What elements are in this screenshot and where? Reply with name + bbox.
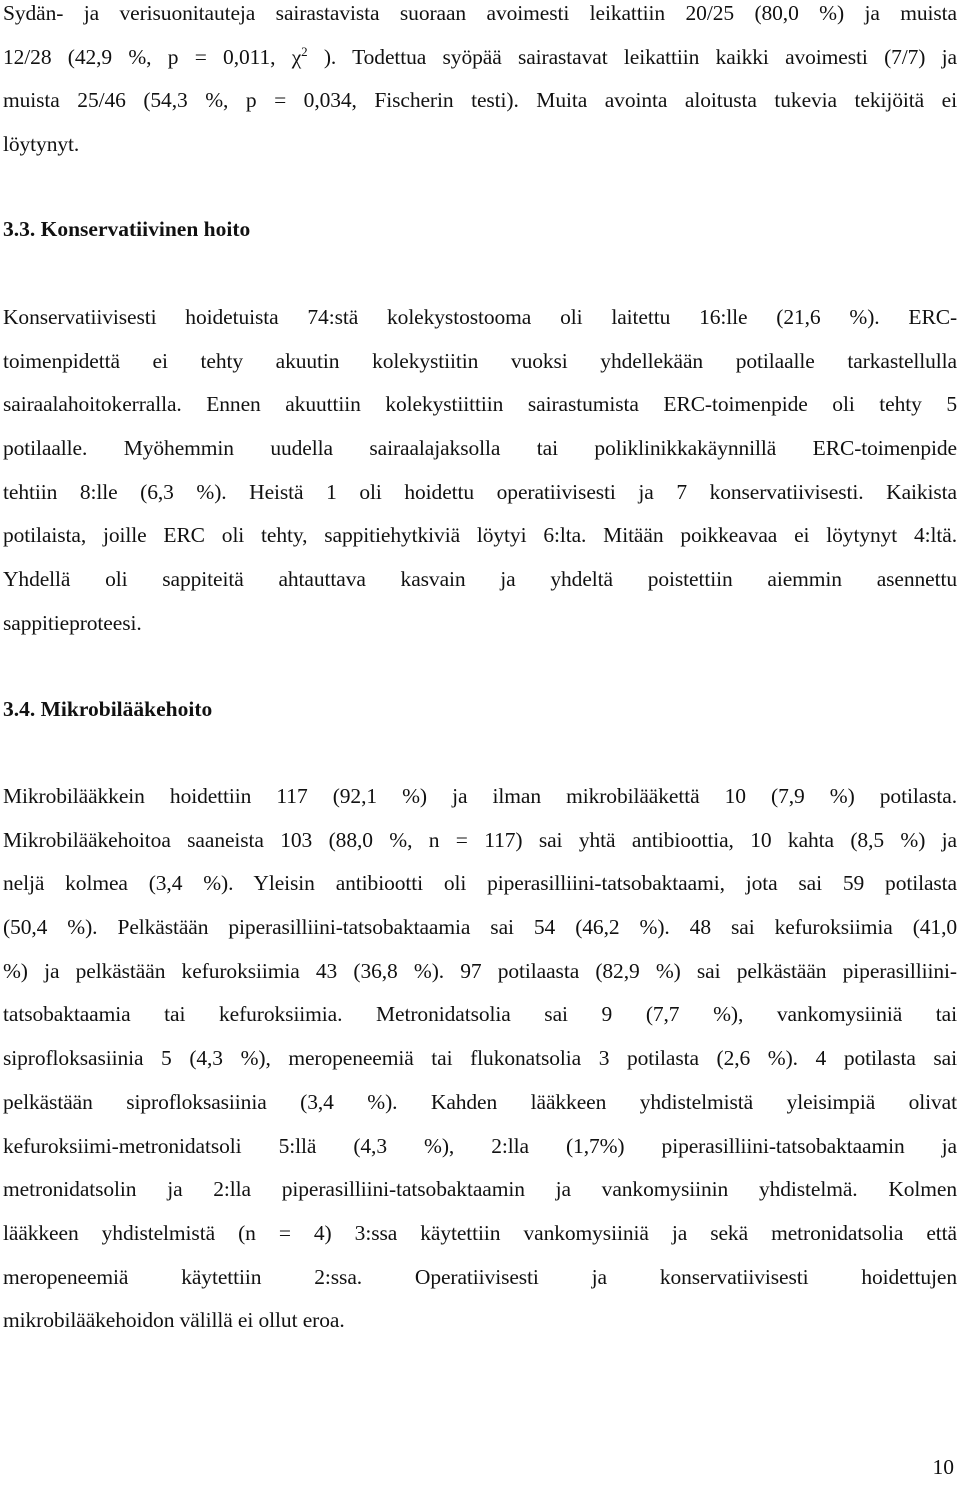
paragraph-line: toimenpidettä ei tehty akuutin kolekystiitin vuoksi yhdellekään potilaalle tarkastellulla (3, 348, 957, 373)
paragraph-line: muista 25/46 (54,3 %, p = 0,034, Fischerin testi). Muita avointa aloitusta tukevia tekijöitä ei (3, 88, 957, 113)
paragraph-line: Konservatiivisesti hoidetuista 74:stä kolekystostooma oli laitettu 16:lle (21,6 %). ERC- (3, 305, 957, 329)
paragraph-line: löytynyt. (3, 132, 80, 157)
paragraph-line: potilaista, joille ERC oli tehty, sappitiehytkiviä löytyi 6:lta. Mitään poikkeavaa ei löytynyt 4:ltä. (3, 523, 957, 548)
paragraph-line: potilaalle. Myöhemmin uudella sairaalajaksolla tai poliklinikkakäynnillä ERC-toimenpide (3, 436, 957, 461)
paragraph-line: siprofloksasiinia 5 (4,3 %), meropeneemiä tai flukonatsolia 3 potilasta (2,6 %). 4 potilasta sai (3, 1046, 957, 1071)
paragraph-3-3 (3, 296, 957, 646)
paragraph-line: Mikrobilääkehoitoa saaneista 103 (88,0 %, n = 117) sai yhtä antibioottia, 10 kahta (8,5 %) ja (3, 827, 957, 852)
page-number: 10 (932, 1455, 954, 1479)
paragraph-line: Mikrobilääkkein hoidettiin 117 (92,1 %) ja ilman mikrobilääkettä 10 (7,9 %) potilasta. (3, 784, 957, 808)
paragraph-top (3, 0, 957, 167)
paragraph-line: Sydän- ja verisuonitauteja sairastavista suoraan avoimesti leikattiin 20/25 (80,0 %) ja muista (3, 1, 957, 25)
paragraph-line: pelkästään siprofloksasiinia (3,4 %). Kahden lääkkeen yhdistelmistä yleisimpiä olivat (3, 1089, 957, 1114)
paragraph-line: tatsobaktaamia tai kefuroksiimia. Metronidatsolia sai 9 (7,7 %), vankomysiiniä tai (3, 1002, 957, 1027)
paragraph-line: metronidatsolin ja 2:lla piperasilliini-tatsobaktaamin ja vankomysiinin yhdistelmä. Kolmen (3, 1177, 957, 1202)
section-heading-3-4: 3.4. Mikrobilääkehoito (3, 697, 213, 721)
paragraph-line: meropeneemiä käytettiin 2:ssa. Operatiivisesti ja konservatiivisesti hoidettujen (3, 1264, 957, 1289)
paragraph-line: sappitieproteesi. (3, 610, 142, 635)
paragraph-line: (50,4 %). Pelkästään piperasilliini-tatsobaktaamia sai 54 (46,2 %). 48 sai kefuroksiimia (41,0 (3, 915, 957, 940)
paragraph-line: neljä kolmea (3,4 %). Yleisin antibiootti oli piperasilliini-tatsobaktaami, jota sai 59 potilasta (3, 871, 957, 896)
paragraph-line: tehtiin 8:lle (6,3 %). Heistä 1 oli hoidettu operatiivisesti ja 7 konservatiivisesti. Kaikista (3, 479, 957, 504)
paragraph-line: mikrobilääkehoidon välillä ei ollut eroa. (3, 1308, 345, 1333)
paragraph-line: Yhdellä oli sappiteitä ahtauttava kasvain ja yhdeltä poistettiin aiemmin asennettu (3, 567, 957, 592)
section-heading-3-3: 3.3. Konservatiivinen hoito (3, 217, 251, 241)
paragraph-line: 12/28 (42,9 %, p = 0,011, $\chi^2$ ). Todettua syöpää sairastavat leikattiin kaikki avoimesti (7/7) ja (3, 43, 957, 69)
paragraph-3-4 (3, 775, 957, 1343)
paragraph-line: sairaalahoitokerralla. Ennen akuuttiin kolekystiittiin sairastumista ERC-toimenpide oli tehty 5 (3, 392, 957, 417)
paragraph-line: kefuroksiimi-metronidatsoli 5:llä (4,3 %), 2:lla (1,7%) piperasilliini-tatsobaktaamin ja (3, 1133, 957, 1158)
superscript: 2 (301, 43, 308, 59)
paragraph-line: lääkkeen yhdistelmistä (n = 4) 3:ssa käytettiin vankomysiiniä ja sekä metronidatsolia että (3, 1220, 957, 1245)
paragraph-line: %) ja pelkästään kefuroksiimia 43 (36,8 %). 97 potilaasta (82,9 %) sai pelkästään piperasilliini- (3, 958, 957, 983)
